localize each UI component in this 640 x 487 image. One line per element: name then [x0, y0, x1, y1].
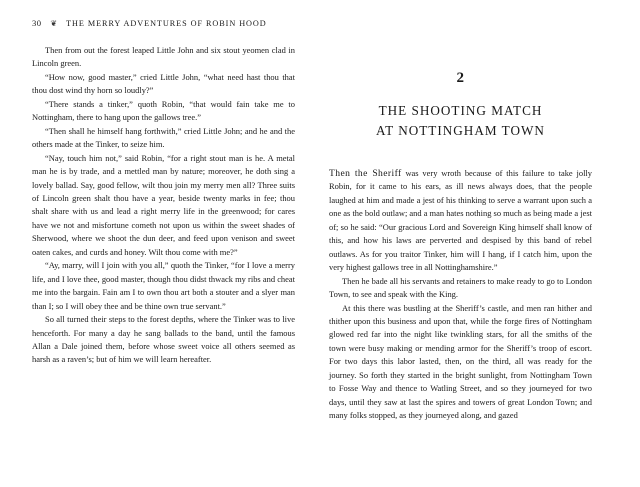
paragraph: “Then shall he himself hang forthwith,” cried Little John; and he and the others made at the Tinker, to seize him. — [32, 125, 295, 150]
paragraph: At this there was bustling at the Sheriff’s castle, and men ran hither and thither upon this business and upon that, while the forge fires of Nottingham glowed red far into the night like twinkling stars, for all the smiths of the town were busy making or mending armor for the Sheriff’s troop of escort. For two days this labor lasted, then, on the third, all was ready for the journey. So forth they started in the bright sunlight, from Nottingham Town to Fosse Way and thence to Watling Street, and so they journeyed for two days, until they saw at last the spires and towers of great London Town; and many folks stopped, as they journeyed along, and gazed — [329, 302, 592, 421]
paragraph: “Ay, marry, will I join with you all,” quoth the Tinker, “for I love a merry life, and I love thee, good master, though thou didst thwack my ribs and cheat me into the bargain. Fain am I to own thou art both a stouter and a slyer man than I; so I will obey thee and be thine own true servant.” — [32, 260, 295, 311]
paragraph: “Nay, touch him not,” said Robin, “for a right stout man is he. A metal man he is by trade, and a mettled man by nature; moreover, he doth sing a lovely ballad. Say, good fellow, wilt thou join my merry men all? Three suits of Lincoln green shalt thou have a year, beside twenty marks in fee; thou shalt share with us and lead a right merry life in the greenwood; for cares have we not and misfortune cometh not upon us within the sweet shades of Sherwood, where we shoot the dun deer, and feed upon venison and sweet oaten cakes, and curds and honey. Wilt thou come with me?” — [32, 152, 295, 257]
paragraph: Then he bade all his servants and retainers to make ready to go to London Town, to see and speak with the King. — [329, 275, 592, 300]
opening-smallcaps: Then the Sheriff — [329, 168, 402, 179]
running-title: THE MERRY ADVENTURES OF ROBIN HOOD — [66, 19, 267, 28]
paragraph: “How now, good master,” cried Little John, “what need hast thou that thou dost wind thy horn so loudly?” — [32, 71, 295, 96]
running-head — [32, 18, 608, 28]
page-columns — [32, 44, 610, 469]
chapter-title-line-2: AT NOTTINGHAM TOWN — [376, 123, 545, 138]
opening-paragraph — [329, 167, 592, 275]
paragraph: Then from out the forest leaped Little John and six stout yeomen clad in Lincoln green. — [32, 45, 295, 69]
chapter-title-line-1: THE SHOOTING MATCH — [378, 103, 543, 118]
chapter-title — [329, 101, 592, 141]
opening-rest: was very wroth because of this failure to take jolly Robin, for it came to his ears, as ill news always does, that the people laughed at him and made a jest of his thinking to serve a warrant upon such a one as the bold outlaw; and a man hates nothing so much as being made a jest of; so he said: “Our gracious Lord and Sovereign King himself shall know of this, and how his laws are perverted and despised by this band of rebel outlaws. As for you traitor Tinker, him will I hang, if I catch him, upon the very highest gallows tree in all Nottinghamshire.” — [329, 168, 592, 273]
paragraph: So all turned their steps to the forest depths, where the Tinker was to live henceforth. For many a day he sang ballads to the band, until the famous Allan a Dale joined them, before whose sweet voice all others seemed as harsh as a raven’s; but of him we will learn hereafter. — [32, 314, 295, 365]
right-column — [329, 44, 592, 469]
left-column — [32, 44, 295, 469]
page-number: 30 — [32, 18, 42, 28]
paragraph: “There stands a tinker,” quoth Robin, “that would fain take me to Nottingham, there to hang upon the gallows tree.” — [32, 98, 295, 123]
chapter-number: 2 — [456, 70, 465, 86]
ornament-icon: ❦ — [50, 18, 58, 28]
